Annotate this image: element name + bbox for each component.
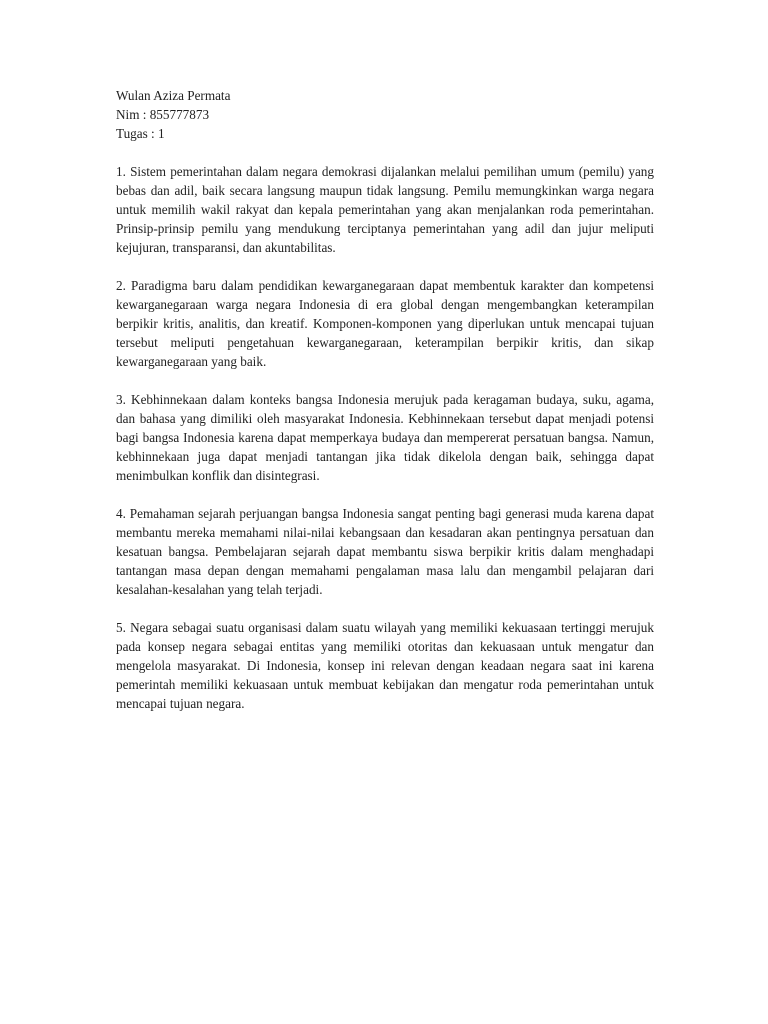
student-nim: Nim : 855777873	[116, 107, 210, 122]
answer-paragraph-1: 1. Sistem pemerintahan dalam negara demokrasi dijalankan melalui pemilihan umum (pemilu) yang bebas dan adil, baik secara langsung maupun tidak langsung. Pemilu memungkinkan warga negara untuk memilih wakil rakyat dan kepala pemerintahan yang akan menjalankan roda pemerintahan. Prinsip-prinsip pemilu yang mendukung terciptanya pemerintahan yang adil dan jujur meliputi kejujuran, transparansi, dan akuntabilitas.	[116, 164, 654, 255]
student-name: Wulan Aziza Permata	[116, 88, 231, 103]
document-page	[116, 86, 654, 732]
answer-paragraph-5: 5. Negara sebagai suatu organisasi dalam suatu wilayah yang memiliki kekuasaan tertinggi merujuk pada konsep negara sebagai entitas yang memiliki otoritas dan kekuasaan untuk mengatur dan mengelola masyarakat. Di Indonesia, konsep ini relevan dengan keadaan negara saat ini karena pemerintah memiliki kekuasaan untuk membuat kebijakan dan mengatur roda pemerintahan untuk mencapai tujuan negara.	[116, 620, 654, 711]
answer-paragraph-4: 4. Pemahaman sejarah perjuangan bangsa Indonesia sangat penting bagi generasi muda karena dapat membantu mereka memahami nilai-nilai kebangsaan dan kesadaran akan pentingnya persatuan dan kesatuan bangsa. Pembelajaran sejarah dapat membantu siswa berpikir kritis dalam menghadapi tantangan masa depan dengan memahami pengalaman masa lalu dan mengambil pelajaran dari kesalahan-kesalahan yang telah terjadi.	[116, 506, 654, 597]
document-header	[116, 86, 654, 143]
answer-paragraph-3: 3. Kebhinnekaan dalam konteks bangsa Indonesia merujuk pada keragaman budaya, suku, agama, dan bahasa yang dimiliki oleh masyarakat Indonesia. Kebhinnekaan tersebut dapat menjadi potensi bagi bangsa Indonesia karena dapat memperkaya budaya dan mempererat persatuan bangsa. Namun, kebhinnekaan juga dapat menjadi tantangan jika tidak dikelola dengan baik, sehingga dapat menimbulkan konflik dan disintegrasi.	[116, 392, 654, 483]
task-label: Tugas : 1	[116, 126, 165, 141]
answer-paragraph-2: 2. Paradigma baru dalam pendidikan kewarganegaraan dapat membentuk karakter dan kompetensi kewarganegaraan warga negara Indonesia di era global dengan mengembangkan keterampilan berpikir kritis, analitis, dan kreatif. Komponen-komponen yang diperlukan untuk mencapai tujuan tersebut meliputi pengetahuan kewarganegaraan, keterampilan berpikir kritis, dan sikap kewarganegaraan yang baik.	[116, 278, 654, 369]
